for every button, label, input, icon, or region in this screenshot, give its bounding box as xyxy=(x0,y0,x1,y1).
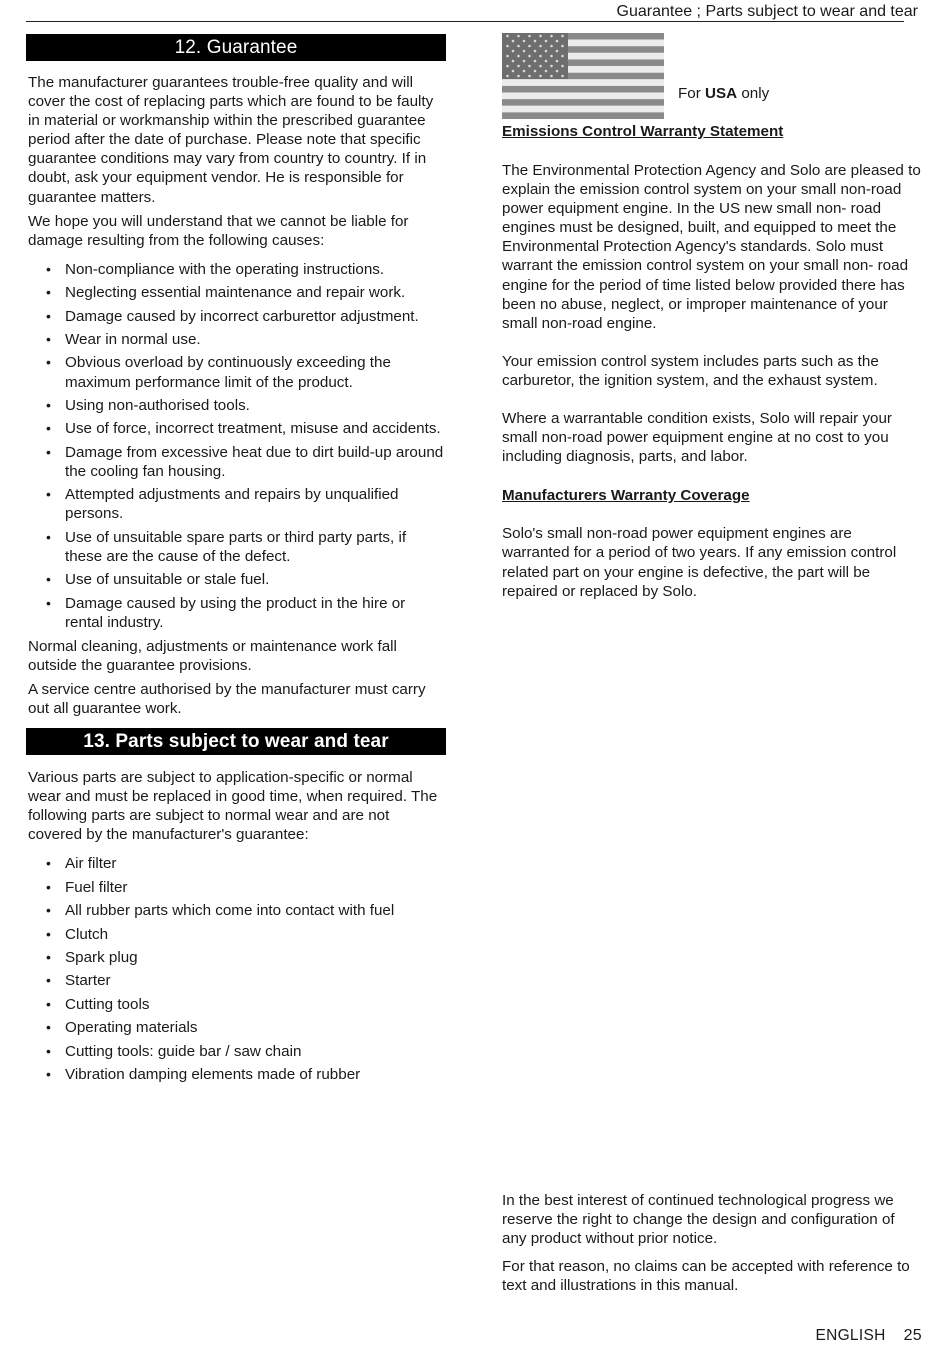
notice-paragraph-1: In the best interest of continued technological progress we reserve the right to change the design and configuration of any product without prior notice. xyxy=(502,1192,895,1248)
list-item xyxy=(26,260,446,279)
usa-note-country: USA xyxy=(705,85,738,102)
list-item-text: Use of unsuitable spare parts or third party parts, if these are the cause of the defect. xyxy=(65,528,407,565)
bullet-icon: • xyxy=(46,949,51,966)
guarantee-paragraph-2: We hope you will understand that we cannot be liable for damage resulting from the following causes: xyxy=(28,212,409,249)
emissions-paragraph-3: Where a warrantable condition exists, Solo will repair your small non-road power equipment engine at no cost to you including diagnosis, parts, and labor. xyxy=(502,410,892,466)
list-item xyxy=(26,1065,446,1084)
page-footer xyxy=(815,1327,922,1345)
emissions-warranty-heading: Emissions Control Warranty Statement xyxy=(502,123,784,140)
running-head: Guarantee ; Parts subject to wear and tear xyxy=(616,3,918,20)
list-item xyxy=(26,396,446,415)
section-12-heading xyxy=(26,34,446,61)
coverage-paragraph-1: Solo's small non-road power equipment engines are warranted for a period of two years. If any emission control related part on your engine is defective, the part will be repaired or replaced by Solo. xyxy=(502,525,897,600)
bullet-icon: • xyxy=(46,260,51,277)
bullet-icon: • xyxy=(46,420,51,437)
list-item-text: Fuel filter xyxy=(65,878,128,896)
bullet-icon: • xyxy=(46,902,51,919)
section-12-title: Guarantee xyxy=(206,37,298,58)
list-item xyxy=(26,594,446,632)
usa-note-prefix: For xyxy=(678,85,706,102)
wear-parts-list xyxy=(26,854,446,1084)
list-item-text: All rubber parts which come into contact with fuel xyxy=(65,902,395,920)
list-item xyxy=(26,485,446,523)
design-change-notice xyxy=(502,1191,912,1295)
bullet-icon: • xyxy=(46,331,51,348)
list-item-text: Neglecting essential maintenance and repair work. xyxy=(65,284,406,302)
list-item-text: Damage caused by incorrect carburettor adjustment. xyxy=(65,307,419,325)
bullet-icon: • xyxy=(46,354,51,371)
bullet-icon: • xyxy=(46,878,51,895)
guarantee-paragraph-4: A service centre authorised by the manufacturer must carry out all guarantee work. xyxy=(28,680,426,717)
list-item xyxy=(26,995,446,1014)
list-item xyxy=(26,971,446,990)
guarantee-paragraph-1: The manufacturer guarantees trouble-free quality and will cover the cost of replacing parts which are found to be faulty in material or workmanship within the prescribed guarantee period after the date of purchase. Please note that specific guarantee conditions may vary from country to country. If in doubt, ask your equipment vendor. He is responsible for guarantee matters. xyxy=(28,74,434,206)
list-item xyxy=(26,901,446,920)
list-item xyxy=(26,419,446,438)
list-item-text: Obvious overload by continuously exceeding the maximum performance limit of the product. xyxy=(65,354,391,391)
footer-language: ENGLISH xyxy=(815,1327,886,1344)
section-13-heading: 13. Parts subject to wear and tear xyxy=(26,728,446,755)
bullet-icon: • xyxy=(46,443,51,460)
list-item-text: Spark plug xyxy=(65,949,138,967)
bullet-icon: • xyxy=(46,1019,51,1036)
list-item xyxy=(26,283,446,302)
list-item-text: Wear in normal use. xyxy=(65,331,201,349)
bullet-icon: • xyxy=(46,995,51,1012)
list-item xyxy=(26,443,446,481)
bullet-icon: • xyxy=(46,1065,51,1082)
list-item-text: Starter xyxy=(65,972,111,990)
warranty-coverage-heading: Manufacturers Warranty Coverage xyxy=(502,487,750,505)
list-item-text: Cutting tools xyxy=(65,995,150,1013)
bullet-icon: • xyxy=(46,528,51,545)
bullet-icon: • xyxy=(46,925,51,942)
bullet-icon: • xyxy=(46,594,51,611)
list-item-text: Damage caused by using the product in the hire or rental industry. xyxy=(65,594,406,631)
header-rule xyxy=(26,21,904,22)
list-item-text: Cutting tools: guide bar / saw chain xyxy=(65,1042,302,1060)
list-item xyxy=(26,1042,446,1061)
left-column xyxy=(26,34,446,1088)
list-item xyxy=(26,528,446,566)
bullet-icon: • xyxy=(46,972,51,989)
list-item-text: Using non-authorised tools. xyxy=(65,396,250,414)
list-item-text: Clutch xyxy=(65,925,109,943)
right-column xyxy=(502,33,922,601)
list-item-text: Air filter xyxy=(65,855,117,873)
bullet-icon: • xyxy=(46,571,51,588)
liability-exclusions-list xyxy=(26,260,446,632)
guarantee-paragraph-3: Normal cleaning, adjustments or maintenance work fall outside the guarantee provisions. xyxy=(28,637,397,674)
page-number: 25 xyxy=(903,1327,922,1344)
emissions-paragraph-1: The Environmental Protection Agency and Solo are pleased to explain the emission control system on your small non-road power equipment engine. In the US new small non- road engines must be designed, built, and equipped to meet the Environmental Protection Agency's standards. Solo must warrant the emission control system on your small non- road engine for the period of time listed below provided there has been no abuse, neglect, or improper maintenance of your small non-road engine. xyxy=(502,162,921,332)
usa-note-suffix: only xyxy=(737,85,770,102)
usa-note-row xyxy=(502,33,922,119)
list-item-text: Attempted adjustments and repairs by unqualified persons. xyxy=(65,486,399,523)
emissions-paragraph-2: Your emission control system includes parts such as the carburetor, the ignition system, and the exhaust system. xyxy=(502,352,879,389)
wear-paragraph-1: Various parts are subject to application-specific or normal wear and must be replaced in good time, when required. The following parts are subject to normal wear and are not covered by the manufacturer's guarantee: xyxy=(28,769,438,844)
section-12-number: 12. xyxy=(174,37,202,58)
list-item xyxy=(26,948,446,967)
list-item-text: Non-compliance with the operating instructions. xyxy=(65,260,385,278)
us-flag-icon xyxy=(502,33,664,119)
list-item-text: Use of unsuitable or stale fuel. xyxy=(65,571,270,589)
bullet-icon: • xyxy=(46,1042,51,1059)
list-item xyxy=(26,307,446,326)
list-item xyxy=(26,878,446,897)
list-item-text: Operating materials xyxy=(65,1019,198,1037)
list-item xyxy=(26,330,446,349)
list-item xyxy=(26,854,446,873)
usa-only-note xyxy=(678,85,769,102)
list-item xyxy=(26,570,446,589)
list-item-text: Use of force, incorrect treatment, misuse and accidents. xyxy=(65,420,441,438)
list-item xyxy=(26,1018,446,1037)
list-item-text: Damage from excessive heat due to dirt build-up around the cooling fan housing. xyxy=(65,443,444,480)
list-item xyxy=(26,925,446,944)
bullet-icon: • xyxy=(46,307,51,324)
list-item-text: Vibration damping elements made of rubber xyxy=(65,1065,361,1083)
bullet-icon: • xyxy=(46,284,51,301)
bullet-icon: • xyxy=(46,486,51,503)
list-item xyxy=(26,353,446,391)
bullet-icon: • xyxy=(46,855,51,872)
bullet-icon: • xyxy=(46,396,51,413)
notice-paragraph-2: For that reason, no claims can be accepted with reference to text and illustrations in this manual. xyxy=(502,1258,910,1295)
